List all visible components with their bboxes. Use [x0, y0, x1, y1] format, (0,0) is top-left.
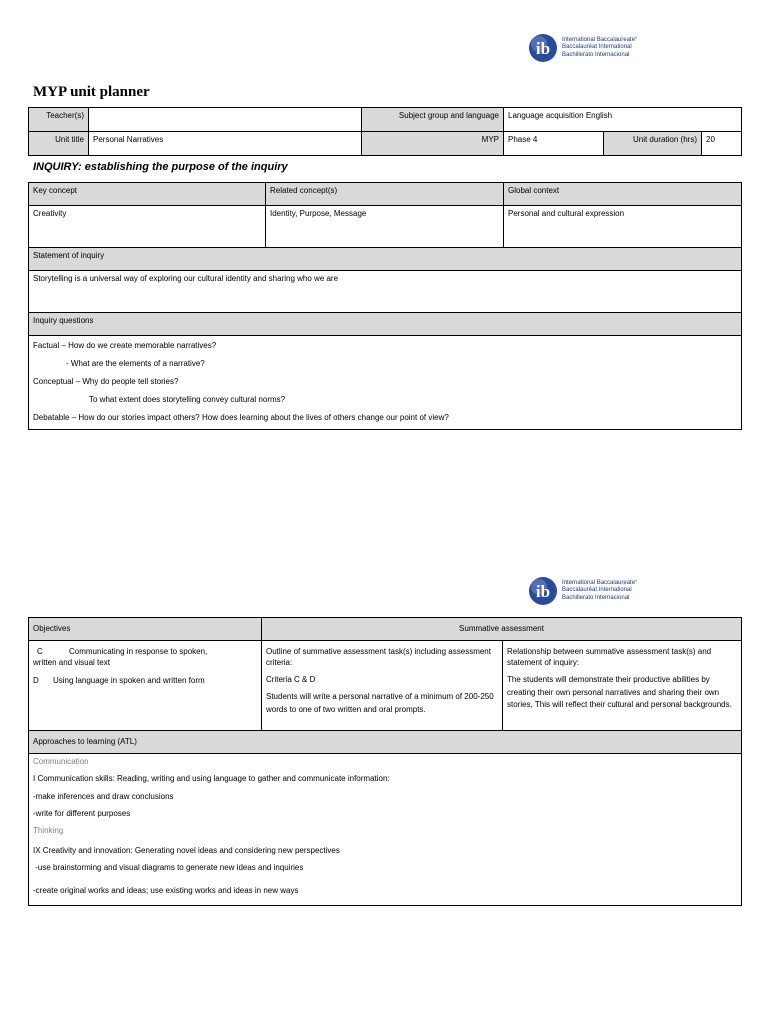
- unit-title-value: Personal Narratives: [89, 132, 362, 156]
- statement-text: Storytelling is a universal way of exploring our cultural identity and sharing who we are: [29, 271, 742, 313]
- subject-label: Subject group and language: [362, 108, 504, 132]
- ib-logo-text: International Baccalaureate° Baccalauréat International Bachillerato Internacional: [562, 36, 638, 58]
- statement-label: Statement of inquiry: [29, 248, 742, 271]
- factual-subquestion: - What are the elements of a narrative?: [66, 359, 205, 368]
- objective-d-letter: D: [33, 676, 39, 685]
- objectives-cell: [29, 641, 262, 731]
- communication-skill: I Communication skills: Reading, writing and using language to gather and communicate information:: [33, 774, 390, 783]
- atl-cell: [29, 754, 742, 906]
- myp-label: MYP: [362, 132, 504, 156]
- objective-c-letter: C: [37, 647, 43, 656]
- header-table: [28, 107, 742, 156]
- comm-item-2: -write for different purposes: [33, 809, 131, 818]
- objective-d-text: Using language in spoken and written form: [53, 676, 205, 685]
- think-item-1: -use brainstorming and visual diagrams to generate new ideas and inquiries: [33, 863, 304, 872]
- teacher-value: [89, 108, 362, 132]
- objective-c: [33, 646, 257, 657]
- teacher-label: Teacher(s): [29, 108, 89, 132]
- relationship-cell: [503, 641, 742, 731]
- conceptual-subquestion: To what extent does storytelling convey cultural norms?: [89, 395, 286, 404]
- ib-logo-2: [528, 576, 637, 606]
- inquiry-questions-cell: [29, 336, 742, 430]
- inquiry-heading: INQUIRY: establishing the purpose of the inquiry: [33, 161, 288, 173]
- debatable-question: Debatable – How do our stories impact others? How does learning about the lives of others change our point of view?: [33, 413, 449, 422]
- ib-logo-text: International Baccalaureate° Baccalauréat International Bachillerato Internacional: [562, 579, 638, 601]
- comm-item-1: -make inferences and draw conclusions: [33, 792, 174, 801]
- key-concept-label: Key concept: [29, 183, 266, 206]
- relationship-heading: Relationship between summative assessment task(s) and statement of inquiry:: [507, 647, 712, 667]
- think-item-2: -create original works and ideas; use existing works and ideas in new ways: [33, 886, 299, 895]
- assessment-table: [28, 617, 742, 906]
- objective-c-text: Communicating in response to spoken,: [69, 647, 208, 656]
- duration-label: Unit duration (hrs): [604, 132, 702, 156]
- summative-label: Summative assessment: [262, 618, 742, 641]
- subject-value: Language acquisition English: [504, 108, 742, 132]
- svg-text:ib: ib: [535, 582, 551, 601]
- global-context-label: Global context: [504, 183, 742, 206]
- ib-logo-icon: [528, 576, 558, 606]
- factual-question: Factual – How do we create memorable narratives?: [33, 341, 217, 350]
- global-context-value: Personal and cultural expression: [504, 206, 742, 248]
- outline-heading: Outline of summative assessment task(s) including assessment criteria:: [266, 647, 491, 667]
- phase-value: Phase 4: [504, 132, 604, 156]
- key-concept-value: Creativity: [29, 206, 266, 248]
- inquiry-table: [28, 182, 742, 430]
- unit-title-label: Unit title: [29, 132, 89, 156]
- svg-text:ib: ib: [535, 39, 551, 58]
- communication-category: Communication: [33, 757, 89, 766]
- related-concept-label: Related concept(s): [266, 183, 504, 206]
- relationship-text: The students will demonstrate their productive abilities by creating their own personal narratives and sharing their own stories, This will reflect their cultural and personal backgrounds.: [507, 675, 732, 709]
- related-concept-value: Identity, Purpose, Message: [266, 206, 504, 248]
- ib-logo-icon: [528, 33, 558, 63]
- conceptual-question: Conceptual – Why do people tell stories?: [33, 377, 179, 386]
- outline-cell: [262, 641, 503, 731]
- thinking-skill: IX Creativity and innovation: Generating novel ideas and considering new perspectives: [33, 846, 340, 855]
- objectives-label: Objectives: [29, 618, 262, 641]
- objective-c-text2: written and visual text: [33, 658, 110, 667]
- inquiry-questions-label: Inquiry questions: [29, 313, 742, 336]
- objective-d: [33, 675, 257, 686]
- duration-value: 20: [702, 132, 742, 156]
- criteria: Criteria C & D: [266, 675, 316, 684]
- atl-label: Approaches to learning (ATL): [29, 731, 742, 754]
- thinking-category: Thinking: [33, 826, 64, 835]
- page-title: MYP unit planner: [33, 84, 150, 100]
- outline-text: Students will write a personal narrative of a minimum of 200-250 words to one of two written and oral prompts.: [266, 692, 494, 714]
- ib-logo: [528, 33, 637, 63]
